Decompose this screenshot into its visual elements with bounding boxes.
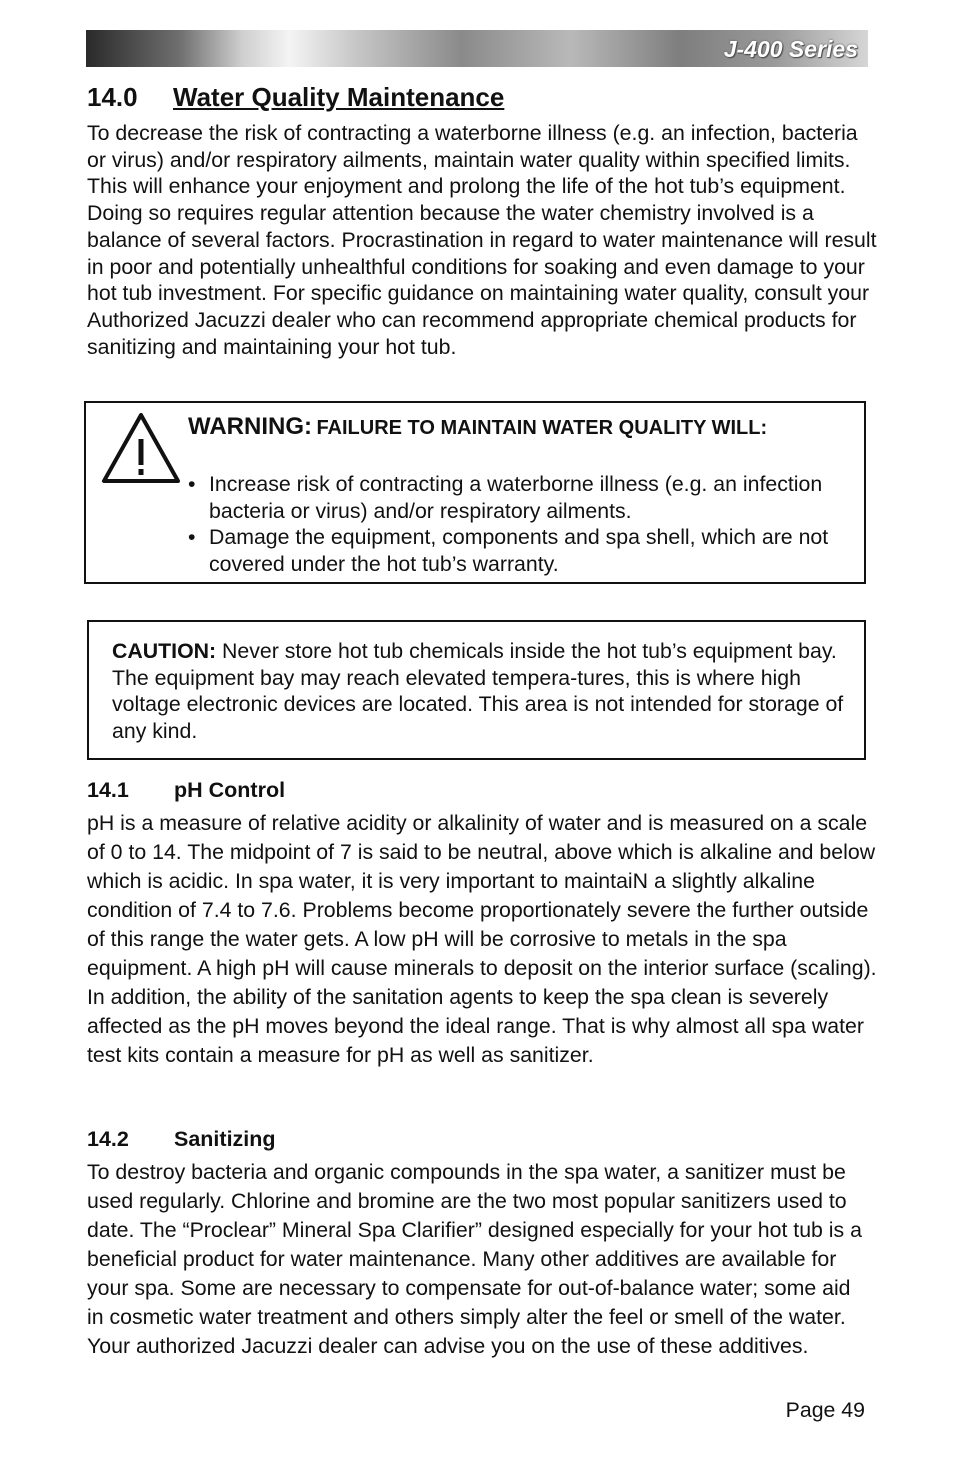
- subsection-heading-sanitizing: [87, 1127, 276, 1152]
- subsection-number: 14.1: [87, 778, 129, 802]
- warning-heading: [188, 413, 838, 443]
- subsection-number: 14.2: [87, 1127, 129, 1151]
- caution-paragraph: [112, 638, 847, 744]
- warning-item: [186, 471, 846, 524]
- page-number: Page 49: [785, 1398, 865, 1422]
- series-label: J-400 Series: [723, 36, 858, 62]
- bullet: •: [188, 472, 196, 496]
- subsection-title: pH Control: [174, 778, 286, 802]
- warning-item-text: Damage the equipment, components and spa shell, which are not covered under the hot tub’s warranty.: [209, 525, 829, 576]
- subsection-heading-ph: [87, 778, 285, 803]
- ph-paragraph: pH is a measure of relative acidity or alkalinity of water and is measured on a scale of 0 to 14. The midpoint of 7 is said to be neutral, above which is alkaline and below which is acidic. In spa water, it is very important to maintaiN a slightly alkaline condition of 7.4 to 7.6. Problems become proportionately severe the further outside of this range the water gets. A low pH will be corrosive to metals in the spa equipment. A high pH will cause minerals to deposit on the interior surface (scaling). In addition, the ability of the sanitation agents to keep the spa clean is severely affected as the pH moves beyond the ideal range. That is why almost all spa water test kits contain a measure for pH as well as sanitizer.: [87, 811, 877, 1067]
- warning-item: [186, 524, 846, 577]
- warning-triangle-icon: [100, 411, 182, 487]
- warning-title: FAILURE TO MAINTAIN WATER QUALITY WILL:: [316, 417, 768, 439]
- warning-box: [84, 401, 866, 584]
- caution-text: Never store hot tub chemicals inside the hot tub’s equipment bay. The equipment bay may reach elevated tempera-tures, this is where high voltage electronic devices are located. This area is not intended for storage of any kind.: [112, 639, 844, 743]
- section-title-text: Water Quality Maintenance: [173, 82, 505, 112]
- caution-label: CAUTION:: [112, 639, 217, 663]
- sanitizing-paragraph: To destroy bacteria and organic compounds in the spa water, a sanitizer must be used regularly. Chlorine and bromine are the two most popular sanitizers used to date. The “Proclear” Mineral Spa Clarifier” designed especially for your hot tub is a beneficial product for water maintenance. Many other additives are available for your spa. Some are necessary to compensate for out-of-balance water; some aid in cosmetic water treatment and others simply alter the feel or smell of the water. Your authorized Jacuzzi dealer can advise you on the use of these additives.: [87, 1160, 862, 1358]
- header-bar: [86, 30, 868, 67]
- section-number: 14.0: [87, 82, 138, 112]
- caution-box: [87, 620, 866, 760]
- warning-label: WARNING:: [188, 413, 312, 440]
- intro-paragraph: To decrease the risk of contracting a waterborne illness (e.g. an infection, bacteria or virus) and/or respiratory ailments, maintain water quality within specified limits. This will enhance your enjoyment and prolong the life of the hot tub’s equipment. Doing so requires regular attention because the water chemistry involved is a balance of several factors. Procrastination in regard to water maintenance will result in poor and potentially unhealthful conditions for soaking and even damage to your hot tub investment. For specific guidance on maintaining water quality, consult your Authorized Jacuzzi dealer who can recommend appropriate chemical products for sanitizing and maintaining your hot tub.: [87, 121, 877, 359]
- bullet: •: [188, 525, 196, 549]
- section-title: [87, 82, 504, 113]
- subsection-title: Sanitizing: [174, 1127, 276, 1151]
- warning-item-text: Increase risk of contracting a waterborne illness (e.g. an infection bacteria or virus) and/or respiratory ailments.: [209, 472, 823, 523]
- warning-list: [186, 471, 846, 577]
